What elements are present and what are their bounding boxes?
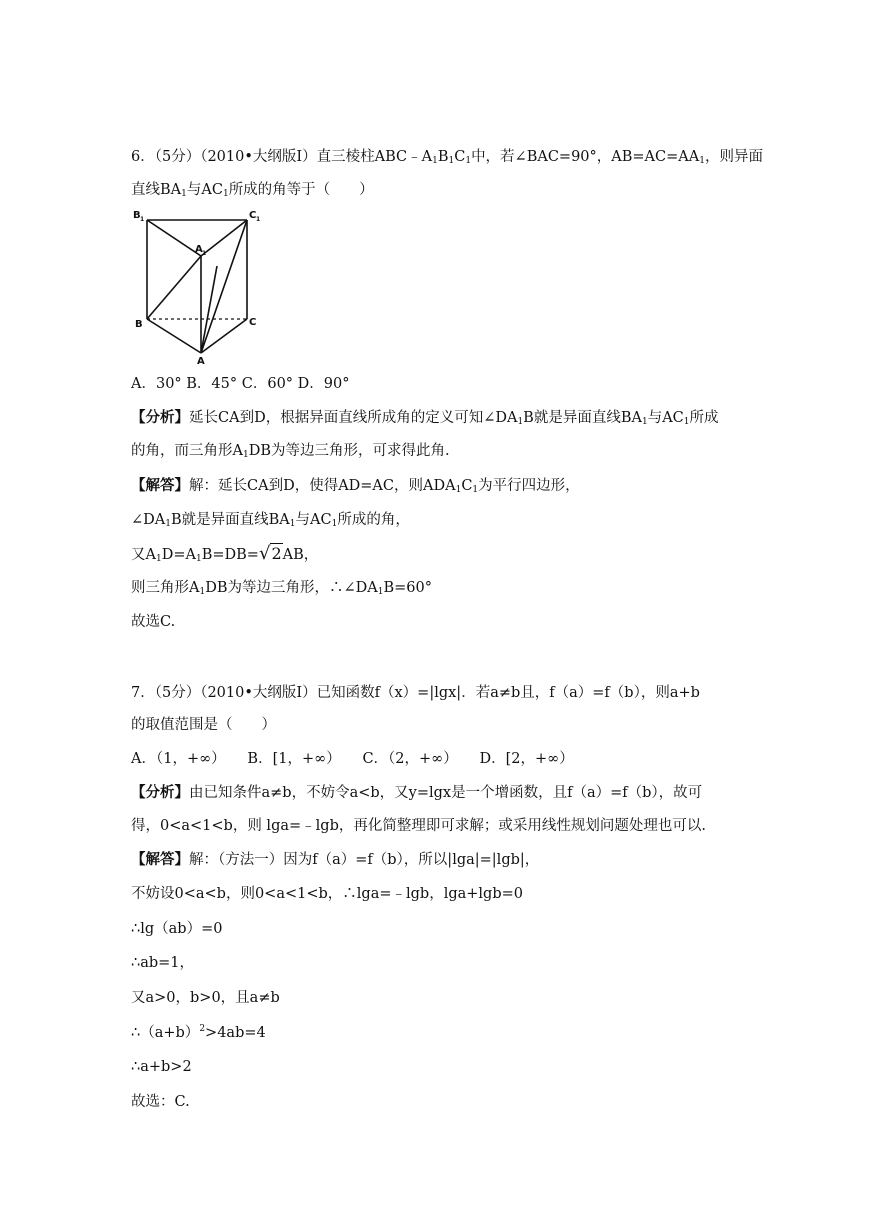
q6-solution-line5: 故选C.: [131, 614, 176, 630]
q6-solution-line3: 又$A_1D=A_1B=DB=√2AB$，: [131, 543, 319, 564]
label-b1-sub: 1: [140, 216, 145, 223]
q6-analysis-line2: 的角，而三角形$A_1DB$为等边三角形，可求得此角.: [131, 443, 450, 460]
q7-solution-line7: ∴a+b>2: [131, 1059, 192, 1075]
label-b: B: [135, 319, 143, 330]
label-a: A: [197, 356, 205, 366]
q7-solution-line8: 故选：C.: [131, 1094, 190, 1110]
q7-solution-line1: 【解答】解：（方法一）因为f（a）=f（b），所以|lga|=|lgb|，: [131, 851, 540, 868]
q7-analysis-line2: 得，0<a<1<b，则 lga=﹣lgb，再化简整理即可求解；或采用线性规划问题处理也可以.: [131, 818, 706, 834]
label-c: C: [249, 317, 257, 328]
label-a1: A: [195, 244, 203, 255]
q7-solution-line6: $\therefore(a+b)^2>4ab=4$: [131, 1024, 266, 1041]
q6-analysis-line1: 【分析】延长CA到D，根据异面直线所成角的定义可知$\angle DA_1B$就是异面直线$BA_1$与$AC_1$所成: [131, 409, 719, 427]
sqrt-two: √2: [258, 543, 282, 564]
label-b1: B: [133, 210, 141, 221]
prism-figure: [131, 206, 271, 366]
q6-solution-line4: 则三角形$A_1DB$为等边三角形，$\therefore\angle DA_1B=60^\circ$: [131, 580, 432, 597]
label-c1-sub: 1: [256, 216, 261, 223]
label-a1-sub: 1: [202, 250, 207, 257]
q7-options: A．（1，+∞） B．[1，+∞） C．（2，+∞） D．[2，+∞）: [131, 751, 574, 767]
q6-options: A．30° B．45° C．60° D．90°: [131, 376, 350, 392]
q6-solution-line1: 【解答】解：延长CA到D，使得AD=AC，则$ADA_1C_1$为平行四边形，: [131, 477, 580, 495]
q7-title-line2: 的取值范围是（ ）: [131, 717, 276, 733]
q6-title-line1: 6．（5分）（2010•大纲版Ⅰ）直三棱柱$ABC﹣A_1B_1C_1$中，若∠BAC=90°，$AB=AC=AA_1$，则异面: [131, 149, 763, 166]
q7-solution-line3: ∴lg（ab）=0: [131, 921, 223, 937]
q7-solution-line2: 不妨设0<a<b，则0<a<1<b，∴lga=﹣lgb，lga+lgb=0: [131, 886, 523, 902]
q6-solution-line2: $\angle DA_1B$就是异面直线$BA_1$与$AC_1$所成的角，: [131, 512, 410, 529]
q7-analysis-line1: 【分析】由已知条件a≠b，不妨令a<b，又y=lgx是一个增函数，且f（a）=f（b），故可: [131, 784, 703, 801]
q6-title-line2: 直线$BA_1$与$AC_1$所成的角等于（ ）: [131, 182, 374, 199]
q7-solution-line5: 又a>0，b>0，且a≠b: [131, 990, 280, 1006]
q7-title-line1: 7．（5分）（2010•大纲版Ⅰ）已知函数f（x）=|lgx|．若a≠b且，f（a）=f（b），则a+b: [131, 685, 700, 701]
q7-solution-line4: ∴ab=1，: [131, 955, 195, 971]
label-c1: C: [249, 210, 257, 221]
